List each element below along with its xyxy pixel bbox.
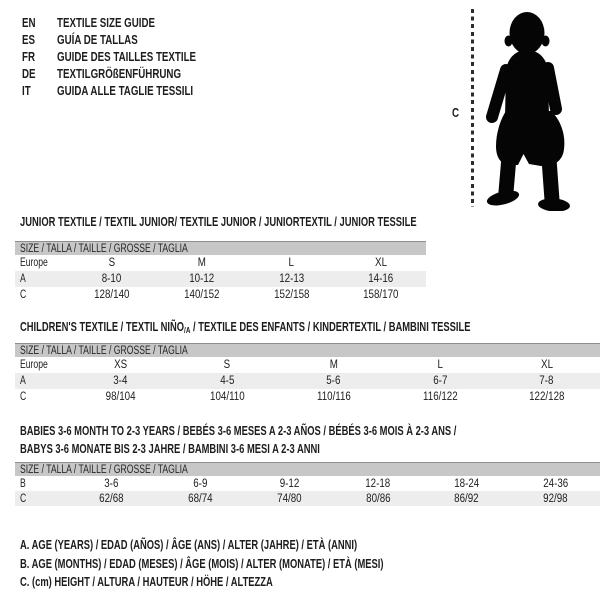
size-header-label: SIZE / TALLA / TAILLE / GRÖSSE / TAGLIA (20, 242, 188, 255)
size-value-cell: 152/158 (273, 289, 310, 301)
size-value-cell: S (223, 359, 231, 371)
size-value-cell: M (197, 257, 206, 269)
size-value-cell: 158/170 (363, 289, 399, 301)
children-size-table (15, 343, 600, 405)
size-value-cell: 62/68 (99, 492, 124, 505)
footnote-c-text: C. (cm) HEIGHT / ALTURA / HAUTEUR / HÖHE / ALTEZZA (20, 575, 273, 589)
table-row-height (15, 287, 426, 303)
title-subscript: /A (184, 325, 191, 335)
footnote-b (20, 557, 505, 576)
height-measure-letter: C (452, 105, 460, 120)
babies-title-line2: BABYS 3-6 MONATE BIS 2-3 JAHRE / BAMBINI 3-6 MESI A 2-3 ANNI (20, 441, 320, 456)
size-value-cell: 128/140 (94, 289, 130, 301)
size-header-label: SIZE / TALLA / TAILLE / GRÖSSE / TAGLIA (20, 344, 188, 357)
row-label: Europe (20, 359, 48, 371)
row-label: C (20, 492, 27, 505)
language-row-en (22, 14, 242, 31)
size-value-cell: M (329, 359, 338, 371)
table-row-age (15, 373, 600, 389)
babies-title-line1: BABIES 3-6 MONTH TO 2-3 YEARS / BEBÉS 3-6 MESES A 2-3 AÑOS / BÉBÉS 3-6 MOIS À 2-3 ANS / (20, 424, 457, 438)
size-value-cell: 24-36 (543, 477, 569, 490)
size-value-cell: 3-4 (113, 375, 128, 387)
language-title: GUIDE DES TAILLES TEXTILE (57, 49, 197, 64)
height-dashed-line (471, 9, 474, 207)
size-value-cell: 92/98 (543, 492, 568, 505)
size-value-cell: 8-10 (102, 273, 122, 285)
language-title: GUIDA ALLE TAGLIE TESSILI (57, 83, 194, 98)
size-value-cell: 68/74 (188, 492, 213, 505)
row-label: A (20, 375, 26, 387)
junior-section-title-text: JUNIOR TEXTILE / TEXTIL JUNIOR/ TEXTILE JUNIOR / JUNIORTEXTIL / JUNIOR TESSILE (20, 215, 417, 229)
table-row-height (15, 389, 600, 405)
legend-footnotes (20, 538, 505, 594)
size-value-cell: 12-13 (278, 273, 304, 285)
row-label: C (20, 391, 27, 403)
size-value-cell: L (437, 359, 443, 371)
language-title-list (22, 14, 242, 99)
height-measure-label (452, 105, 461, 120)
language-row-fr (22, 48, 242, 65)
size-value-cell: XL (375, 257, 388, 269)
junior-section-title (20, 214, 549, 232)
language-row-de (22, 65, 242, 82)
table-header-bar (15, 344, 600, 358)
row-label: C (20, 289, 27, 301)
language-code: DE (22, 66, 36, 81)
size-value-cell: 10-12 (189, 273, 215, 285)
footnote-c (20, 575, 505, 594)
size-value-cell: 110/116 (316, 391, 351, 403)
row-label: Europe (20, 257, 48, 269)
title-pre: CHILDREN'S TEXTILE / TEXTIL NIÑO (20, 320, 185, 334)
row-label: B (20, 477, 26, 490)
language-title: TEXTILE SIZE GUIDE (57, 15, 156, 30)
children-section-title (20, 319, 600, 340)
size-value-cell: 140/152 (183, 289, 220, 301)
footnote-b-text: B. AGE (MONTHS) / EDAD (MESES) / ÂGE (MOIS) / ALTER (MONATE) / ETÀ (MESI) (20, 556, 384, 571)
language-row-it (22, 82, 242, 99)
table-header-bar (15, 463, 600, 477)
size-value-cell: 104/110 (209, 391, 245, 403)
language-row-es (22, 31, 242, 48)
size-value-cell: 80/86 (365, 492, 391, 505)
size-value-cell: 9-12 (279, 477, 299, 490)
children-section-title-text (20, 319, 470, 340)
footnote-a (20, 538, 505, 557)
size-value-cell: 4-5 (219, 375, 234, 387)
babies-section-title (20, 423, 600, 458)
size-value-cell: 18-24 (454, 477, 480, 490)
size-value-cell: 74/80 (276, 492, 302, 505)
babies-size-table (15, 462, 600, 506)
size-header-label: SIZE / TALLA / TAILLE / GRÖSSE / TAGLIA (20, 463, 188, 476)
table-row-europe (15, 255, 426, 271)
table-header-bar (15, 242, 426, 256)
size-value-cell: 116/122 (422, 391, 458, 403)
size-value-cell: XL (540, 359, 553, 371)
language-code: ES (22, 32, 36, 47)
size-value-cell: 6-7 (433, 375, 448, 387)
size-value-cell: 86/92 (454, 492, 479, 505)
junior-size-table (15, 241, 426, 303)
table-row-age (15, 271, 426, 287)
size-value-cell: S (108, 257, 116, 269)
language-title: GUÍA DE TALLAS (57, 32, 138, 47)
table-row-months (15, 476, 600, 491)
size-value-cell: 122/128 (529, 391, 565, 403)
size-value-cell: 12-18 (365, 477, 391, 490)
size-value-cell: 3-6 (104, 477, 119, 490)
table-row-height (15, 491, 600, 506)
title-post: / TEXTILE DES ENFANTS / KINDERTEXTIL / BAMBINI TESSILE (190, 320, 471, 334)
language-code: FR (22, 49, 36, 64)
language-code: EN (22, 15, 36, 30)
footnote-a-text: A. AGE (YEARS) / EDAD (AÑOS) / ÂGE (ANS) / ALTER (JAHRE) / ETÀ (ANNI) (20, 538, 358, 552)
language-title: TEXTILGRÖßENFÜHRUNG (57, 66, 182, 81)
table-row-europe (15, 357, 600, 373)
baby-silhouette-icon (479, 8, 573, 211)
size-value-cell: 14-16 (368, 273, 394, 285)
size-value-cell: 5-6 (326, 375, 341, 387)
row-label: A (20, 273, 26, 285)
language-code: IT (22, 83, 31, 98)
size-value-cell: L (288, 257, 295, 269)
size-value-cell: 6-9 (193, 477, 208, 490)
size-value-cell: 7-8 (539, 375, 554, 387)
size-value-cell: 98/104 (105, 391, 136, 403)
size-value-cell: XS (113, 359, 127, 371)
